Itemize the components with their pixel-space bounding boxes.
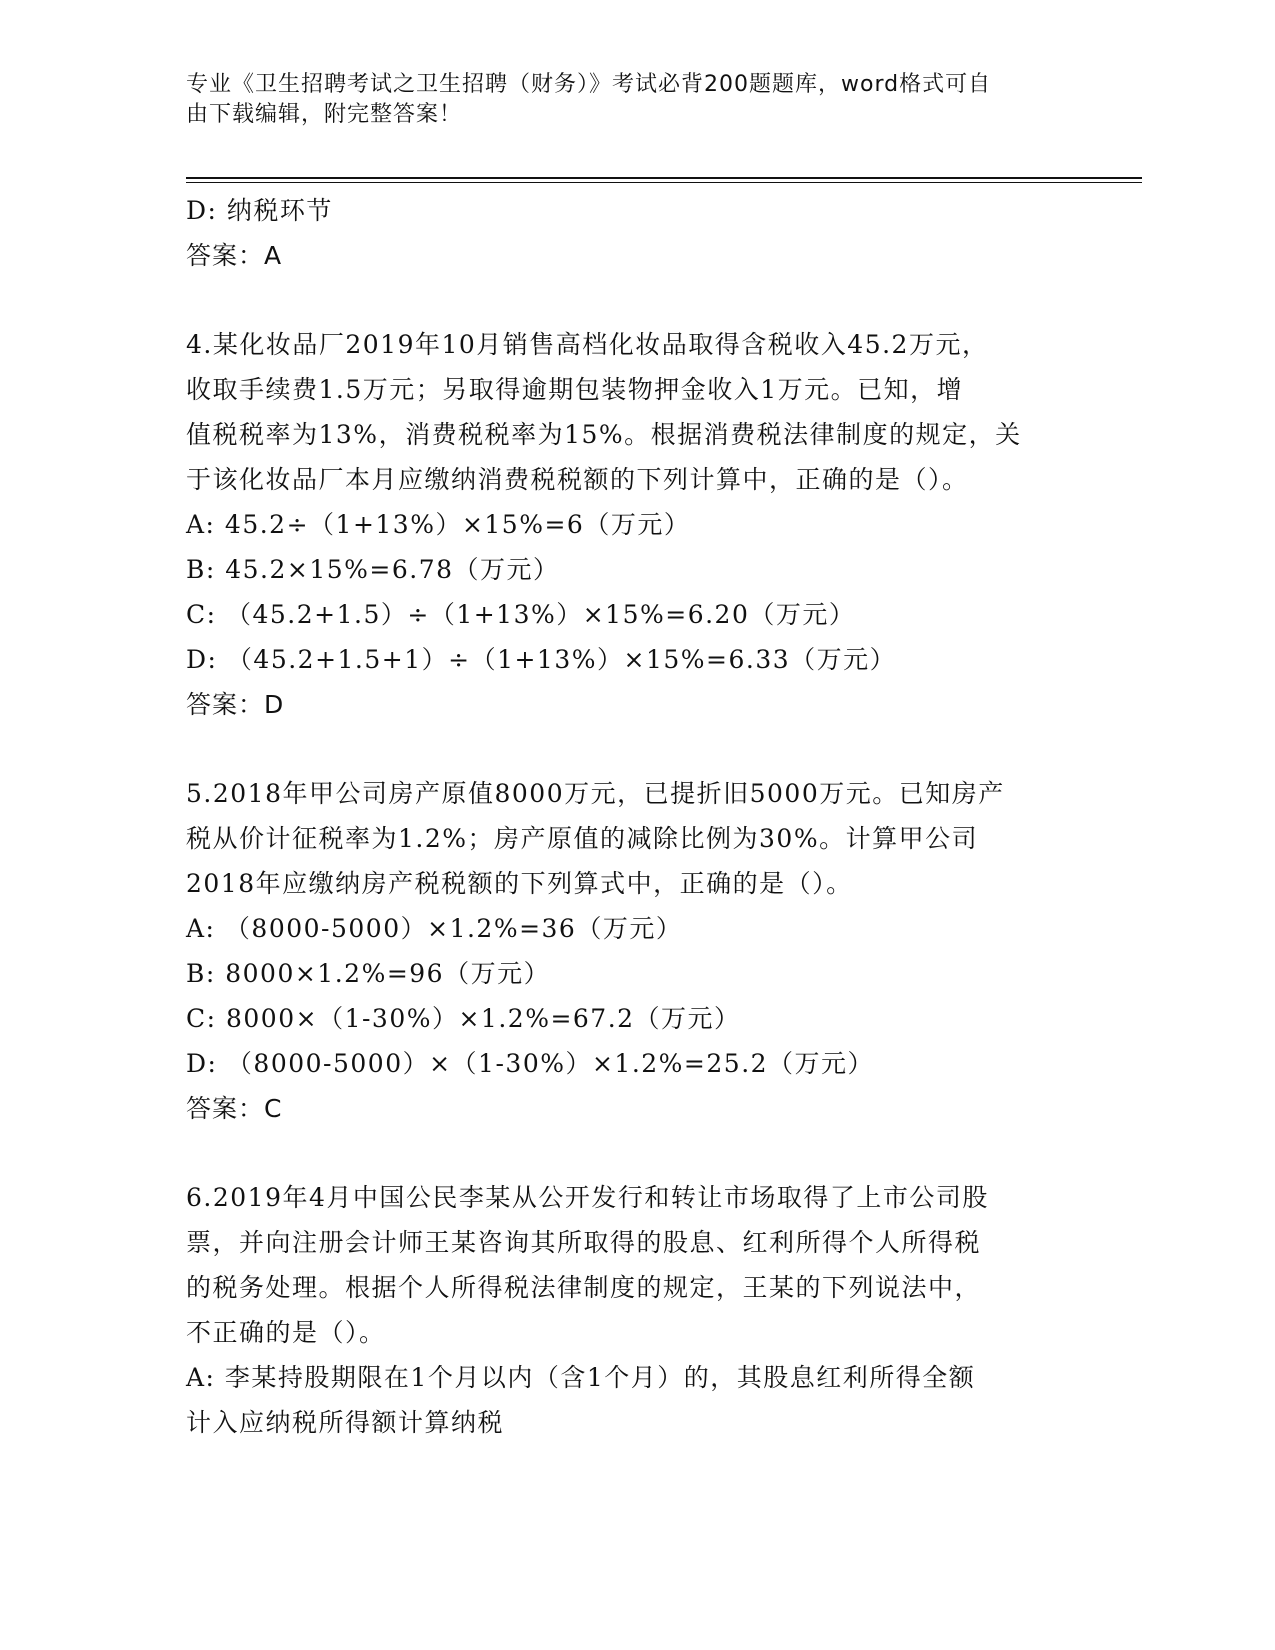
q5-stem-line: 税从价计征税率为1.2%；房产原值的减除比例为30%。计算甲公司 [186,824,979,853]
q6-option-a-continued: 计入应纳税所得额计算纳税 [186,1408,505,1437]
q4-option-a: A: 45.2÷（1+13%）×15%=6（万元） [186,510,691,539]
q6-stem-line: 票，并向注册会计师王某咨询其所取得的股息、红利所得个人所得税 [186,1228,982,1257]
q6-stem-line: 的税务处理。根据个人所得税法律制度的规定，王某的下列说法中， [186,1273,982,1302]
q5-option-b: B: 8000×1.2%=96（万元） [186,959,551,988]
spacer [186,278,1086,322]
spacer [186,727,1086,771]
header-line-1: 专业《卫生招聘考试之卫生招聘（财务）》考试必背200题题库，word格式可自 [186,72,992,97]
q5-stem-line: 5.2018年甲公司房产原值8000万元，已提折旧5000万元。已知房产 [186,779,1005,808]
header-line-2: 由下载编辑，附完整答案！ [186,102,463,127]
q4-answer: 答案：D [186,690,285,719]
q5-option-a: A: （8000-5000）×1.2%=36（万元） [186,914,683,943]
q4-stem-line: 收取手续费1.5万元；另取得逾期包装物押金收入1万元。已知，增 [186,375,964,404]
q6-stem-line: 6.2019年4月中国公民李某从公开发行和转让市场取得了上市公司股 [186,1183,989,1212]
question-6 [186,1175,1086,1445]
q5-option-c: C: 8000×（1-30%）×1.2%=67.2（万元） [186,1004,741,1033]
q5-answer: 答案：C [186,1094,283,1123]
q5-option-d: D: （8000-5000）×（1-30%）×1.2%=25.2（万元） [186,1049,875,1078]
prev-answer: 答案：A [186,241,283,270]
question-4 [186,322,1086,727]
header-rule-thin [186,182,1142,183]
q4-option-b: B: 45.2×15%=6.78（万元） [186,555,560,584]
q4-stem-line: 于该化妆品厂本月应缴纳消费税税额的下列计算中，正确的是（）。 [186,465,969,494]
q6-stem-line: 不正确的是（）。 [186,1318,386,1347]
header-rule-thick [186,177,1142,179]
q6-option-a: A: 李某持股期限在1个月以内（含1个月）的，其股息红利所得全额 [186,1363,976,1392]
question-content [186,188,1086,1445]
q4-option-c: C: （45.2+1.5）÷（1+13%）×15%=6.20（万元） [186,600,856,629]
prev-option-d: D: 纳税环节 [186,196,333,225]
question-5 [186,771,1086,1131]
q4-stem-line: 值税税率为13%，消费税税率为15%。根据消费税法律制度的规定，关 [186,420,1022,449]
page-header [186,70,1066,130]
q4-option-d: D: （45.2+1.5+1）÷（1+13%）×15%=6.33（万元） [186,645,897,674]
q5-stem-line: 2018年应缴纳房产税税额的下列算式中，正确的是（）。 [186,869,853,898]
q4-stem-line: 4.某化妆品厂2019年10月销售高档化妆品取得含税收入45.2万元， [186,330,989,359]
spacer [186,1131,1086,1175]
